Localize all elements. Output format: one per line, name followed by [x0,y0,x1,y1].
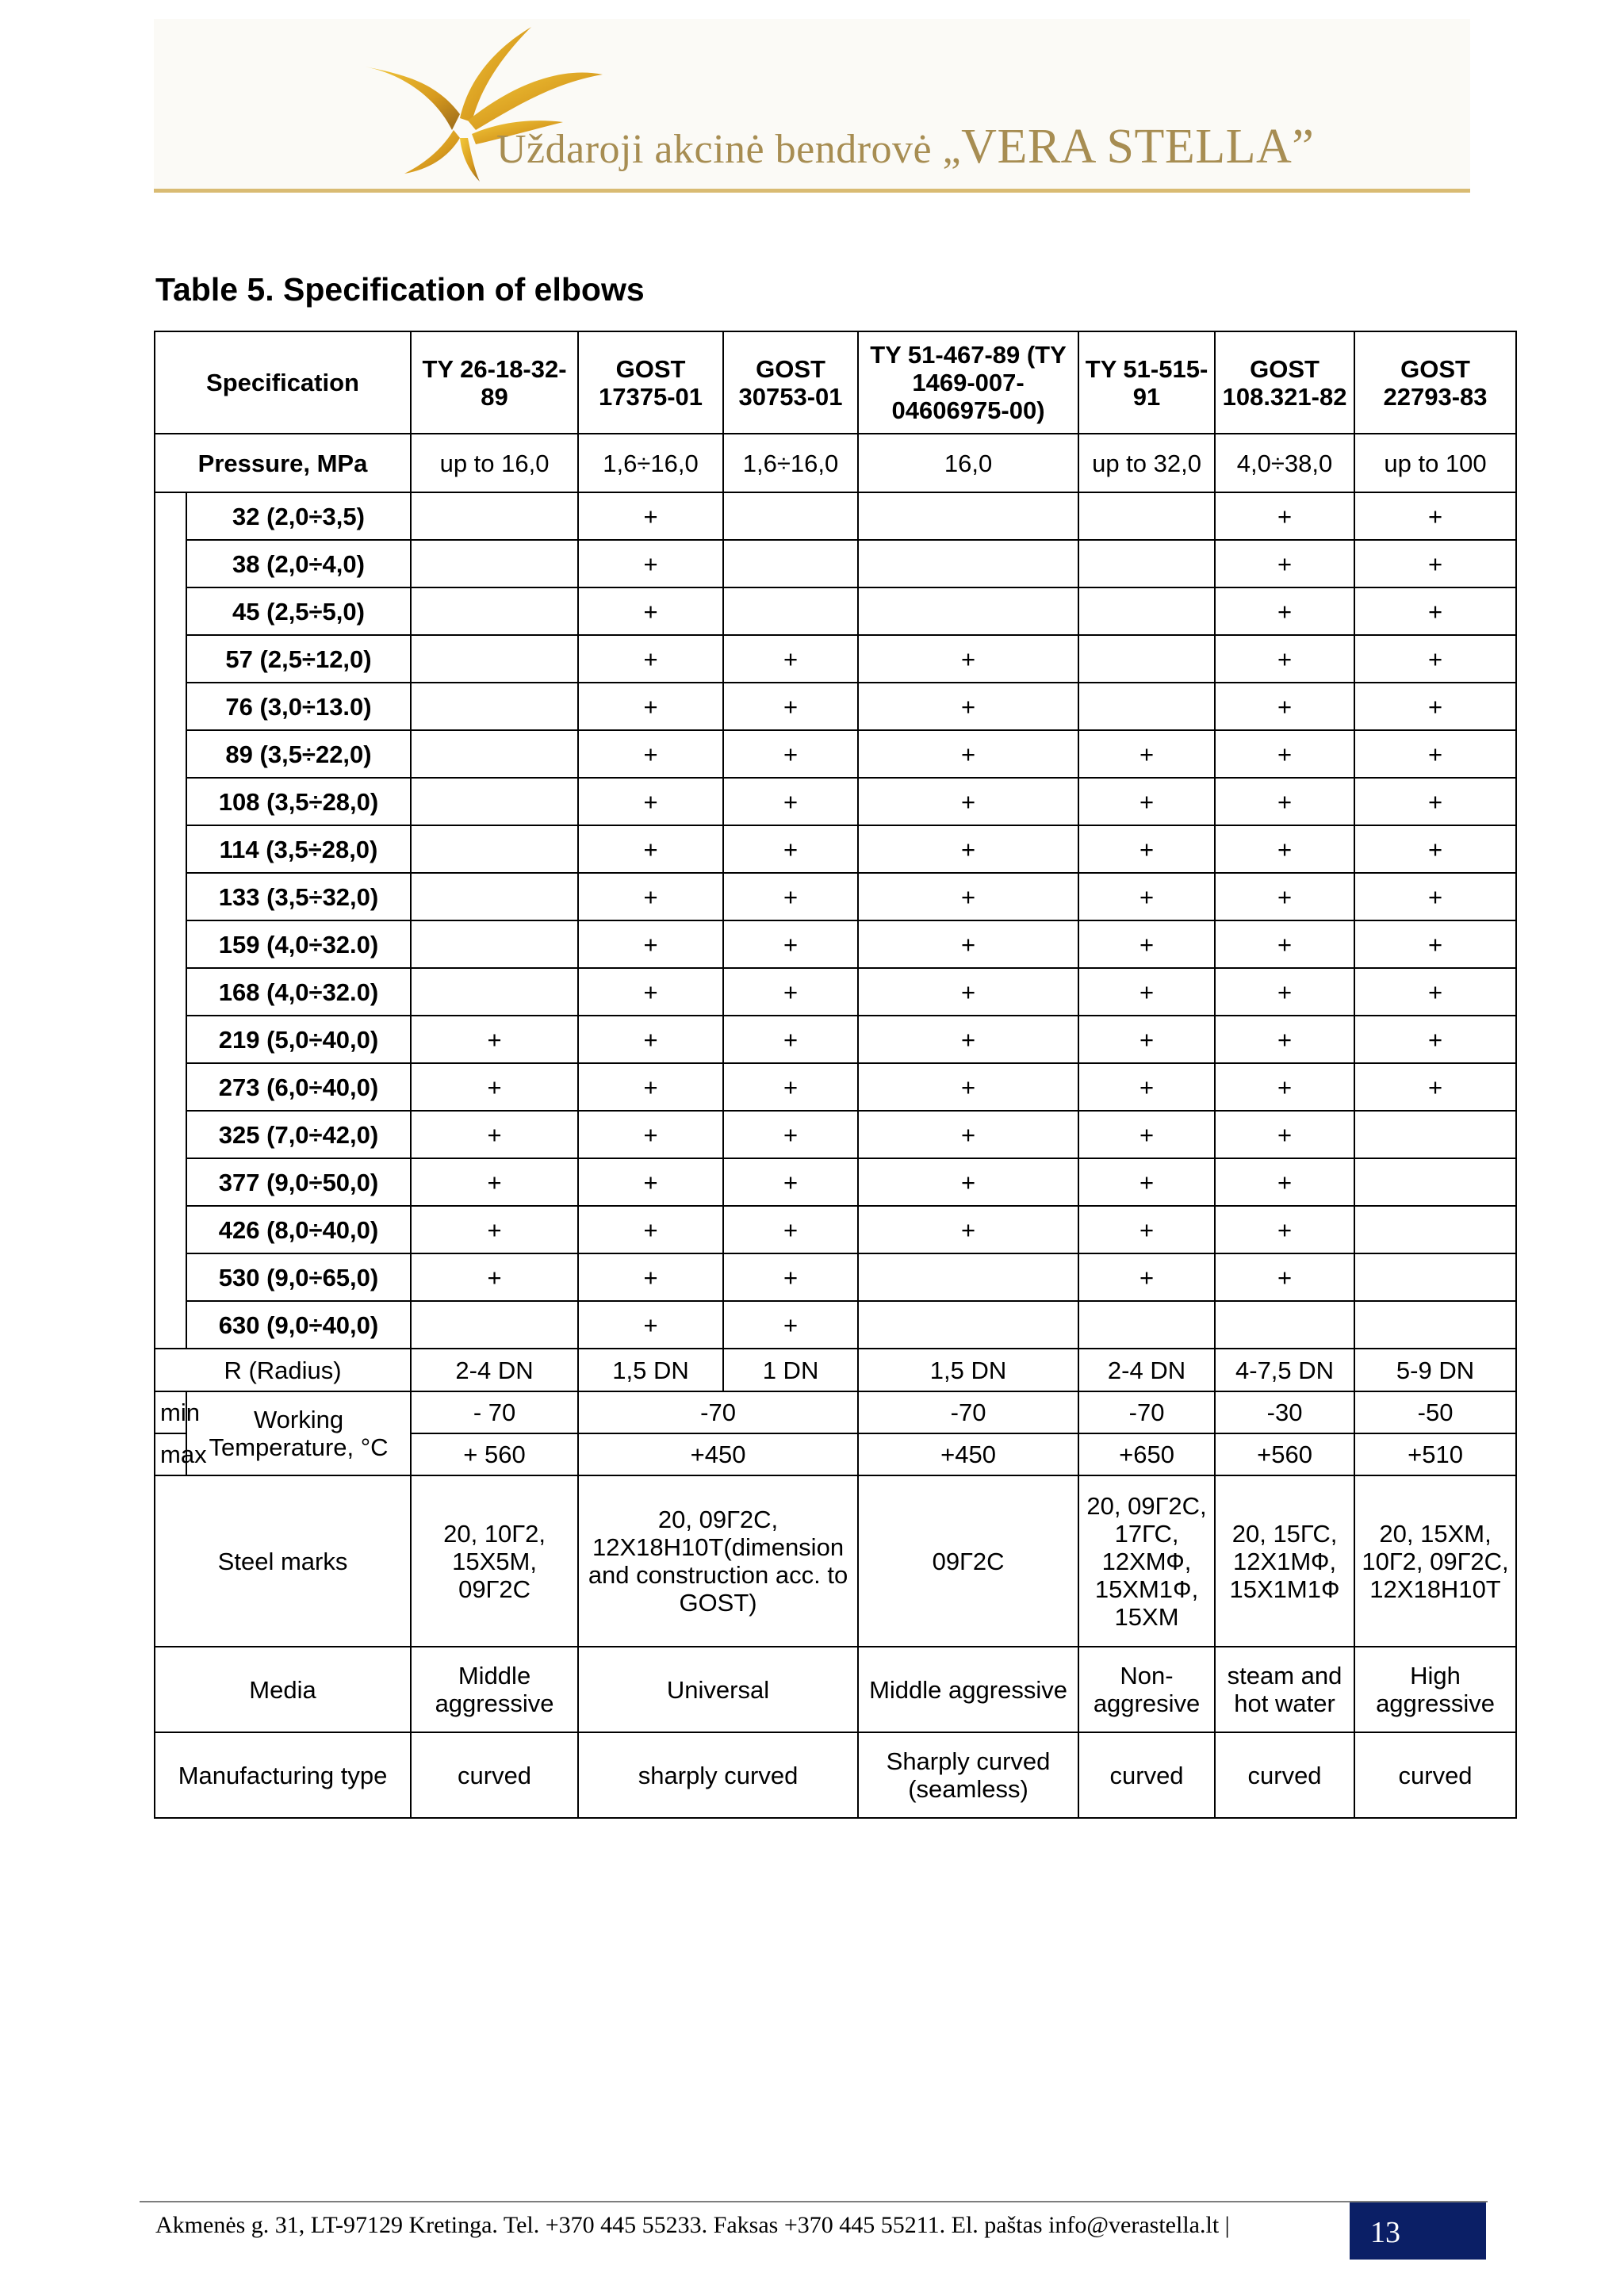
table-cell: + [858,635,1078,683]
table-cell [411,540,578,587]
table-cell: + [578,1111,723,1158]
table-cell: curved [411,1732,578,1818]
table-cell: + [578,1063,723,1111]
table-cell: + [578,635,723,683]
table-cell [411,873,578,920]
table-cell: 4-7,5 DN [1215,1349,1354,1391]
table-cell: + [1354,968,1516,1016]
table-cell: + [858,1158,1078,1206]
table-cell: + [578,587,723,635]
table-cell: + [578,1301,723,1349]
table-cell: + [1354,683,1516,730]
table-cell [723,587,858,635]
table-cell: + [578,968,723,1016]
table-cell: 20, 10Г2, 15Х5М, 09Г2С [411,1475,578,1647]
table-cell: sharply curved [578,1732,858,1818]
table-cell: + [411,1206,578,1253]
indent-cell [155,1206,186,1253]
table-cell: + [1354,730,1516,778]
table-row [155,1253,1516,1301]
indent-cell [155,873,186,920]
table-cell: + [723,1206,858,1253]
table-cell: 5-9 DN [1354,1349,1516,1391]
table-row [155,873,1516,920]
table-cell: -70 [858,1391,1078,1433]
table-cell: Middle aggressive [858,1647,1078,1732]
table-cell: + [1354,1016,1516,1063]
table-cell: +510 [1354,1433,1516,1475]
table-cell [1078,1301,1215,1349]
table-cell: + [858,920,1078,968]
diameter-label: 57 (2,5÷12,0) [186,635,411,683]
table-cell: + [1354,825,1516,873]
table-cell: 2-4 DN [411,1349,578,1391]
table-cell: up to 32,0 [1078,434,1215,492]
table-cell: 20, 09Г2С, 17ГС, 12ХМФ, 15ХМ1Ф, 15ХМ [1078,1475,1215,1647]
table-cell: + [723,778,858,825]
table-cell: up to 16,0 [411,434,578,492]
table-cell [1078,635,1215,683]
diameter-label: 630 (9,0÷40,0) [186,1301,411,1349]
table-row [155,730,1516,778]
diameter-label: 377 (9,0÷50,0) [186,1158,411,1206]
table-cell: + [1215,1111,1354,1158]
table-cell: + [1354,587,1516,635]
table-cell: + [578,540,723,587]
temperature-label: Working Temperature, °C [186,1391,411,1475]
diameter-label: 38 (2,0÷4,0) [186,540,411,587]
table-cell: + [411,1063,578,1111]
table-cell: - 70 [411,1391,578,1433]
table-row [155,1111,1516,1158]
table-row [155,825,1516,873]
manufacturing-row [155,1732,1516,1818]
diameter-label: 325 (7,0÷42,0) [186,1111,411,1158]
table-cell: + [411,1111,578,1158]
table-cell: + [578,825,723,873]
diameter-label: 133 (3,5÷32,0) [186,873,411,920]
table-cell [858,587,1078,635]
table-cell [1354,1301,1516,1349]
steel-marks-row [155,1475,1516,1647]
table-cell: up to 100 [1354,434,1516,492]
table-cell: + [1078,1111,1215,1158]
table-cell: curved [1354,1732,1516,1818]
table-cell: + [1215,730,1354,778]
table-cell: + [1215,873,1354,920]
table-cell: + [1354,778,1516,825]
table-cell: + 560 [411,1433,578,1475]
column-header: GOST 30753-01 [723,331,858,434]
table-cell [411,825,578,873]
table-cell: -50 [1354,1391,1516,1433]
table-cell: curved [1078,1732,1215,1818]
table-cell: + [1354,492,1516,540]
table-cell: + [858,968,1078,1016]
table-cell: + [723,1301,858,1349]
row-label: Steel marks [155,1475,411,1647]
indent-cell [155,635,186,683]
table-cell: + [1215,778,1354,825]
table-cell [1354,1111,1516,1158]
table-row [155,587,1516,635]
indent-cell [155,1111,186,1158]
table-cell: 1,6÷16,0 [578,434,723,492]
table-cell [411,778,578,825]
indent-cell [155,1158,186,1206]
column-header: GOST 108.321-82 [1215,331,1354,434]
table-cell: + [578,920,723,968]
table-cell: + [858,873,1078,920]
table-cell: + [858,730,1078,778]
table-cell [411,968,578,1016]
diameter-label: 168 (4,0÷32.0) [186,968,411,1016]
indent-cell [155,968,186,1016]
indent-cell [155,1301,186,1349]
table-cell [1078,683,1215,730]
table-cell: + [411,1016,578,1063]
row-label: Manufacturing type [155,1732,411,1818]
row-label: Pressure, MPa [155,434,411,492]
table-cell: + [578,873,723,920]
table-cell [411,730,578,778]
table-cell: + [723,920,858,968]
column-header: GOST 17375-01 [578,331,723,434]
table-cell: + [723,1016,858,1063]
table-cell [858,1301,1078,1349]
table-cell [411,1301,578,1349]
table-row [155,968,1516,1016]
table-cell: + [858,1016,1078,1063]
indent-cell [155,730,186,778]
diameter-label: 76 (3,0÷13.0) [186,683,411,730]
table-cell: -30 [1215,1391,1354,1433]
table-cell: + [858,1206,1078,1253]
row-label: Media [155,1647,411,1732]
table-cell: 4,0÷38,0 [1215,434,1354,492]
table-cell [411,492,578,540]
diameter-label: 530 (9,0÷65,0) [186,1253,411,1301]
table-cell: + [1215,825,1354,873]
table-cell: + [858,1111,1078,1158]
table-cell: + [578,492,723,540]
radius-row [155,1349,1516,1391]
table-cell [858,492,1078,540]
table-cell: + [858,825,1078,873]
table-cell [411,587,578,635]
table-cell: + [723,730,858,778]
diameter-label: 45 (2,5÷5,0) [186,587,411,635]
table-cell: + [723,873,858,920]
table-cell: + [1078,825,1215,873]
table-cell: + [578,778,723,825]
table-row [155,1206,1516,1253]
table-row [155,492,1516,540]
table-cell: + [858,683,1078,730]
table-cell: High aggressive [1354,1647,1516,1732]
table-cell: + [1078,873,1215,920]
table-cell: + [723,635,858,683]
diameter-label: 273 (6,0÷40,0) [186,1063,411,1111]
table-cell [858,540,1078,587]
table-cell: + [1215,540,1354,587]
company-name: Uždaroji akcinė bendrovė „VERA STELLA” [496,120,1315,174]
page-number-box [1350,2202,1486,2260]
table-cell: + [1215,492,1354,540]
table-cell: 1,6÷16,0 [723,434,858,492]
table-cell: -70 [1078,1391,1215,1433]
table-row [155,540,1516,587]
table-cell: curved [1215,1732,1354,1818]
table-cell: + [1078,778,1215,825]
table-cell: Non-aggresive [1078,1647,1215,1732]
pressure-row [155,434,1516,492]
diameter-label: 159 (4,0÷32.0) [186,920,411,968]
table-cell: 20, 15ГС, 12Х1МФ, 15Х1М1Ф [1215,1475,1354,1647]
table-cell: + [1215,1016,1354,1063]
table-cell: Universal [578,1647,858,1732]
indent-cell [155,587,186,635]
column-header: TY 51-515-91 [1078,331,1215,434]
table-cell [1354,1158,1516,1206]
table-cell: 09Г2С [858,1475,1078,1647]
table-row [155,1301,1516,1349]
table-cell: + [1078,968,1215,1016]
min-label: min [155,1391,186,1433]
indent-cell [155,492,186,540]
table-cell: +450 [858,1433,1078,1475]
diameter-label: 219 (5,0÷40,0) [186,1016,411,1063]
table-row [155,1016,1516,1063]
table-cell: +450 [578,1433,858,1475]
spec-header-cell: Specification [155,331,411,434]
indent-cell [155,1016,186,1063]
table-cell: + [1078,1253,1215,1301]
media-row [155,1647,1516,1732]
table-cell: + [1354,873,1516,920]
table-cell: + [578,1016,723,1063]
table-cell: 16,0 [858,434,1078,492]
max-label: max [155,1433,186,1475]
table-cell [858,1253,1078,1301]
table-cell: + [723,825,858,873]
indent-cell [155,920,186,968]
elbow-specification-table [154,331,1517,1819]
table-cell [411,683,578,730]
table-row [155,635,1516,683]
table-cell: + [578,1253,723,1301]
table-cell: + [723,1063,858,1111]
table-cell [1215,1301,1354,1349]
table-row [155,920,1516,968]
indent-cell [155,1063,186,1111]
table-cell [411,635,578,683]
indent-cell [155,825,186,873]
table-cell: + [578,1206,723,1253]
table-cell [1078,540,1215,587]
table-cell: + [1078,1016,1215,1063]
table-row [155,778,1516,825]
table-cell: + [578,683,723,730]
table-cell: + [858,1063,1078,1111]
table-cell: + [1354,635,1516,683]
temperature-min-row [155,1391,1516,1433]
diameter-label: 89 (3,5÷22,0) [186,730,411,778]
indent-cell [155,1253,186,1301]
indent-cell [155,540,186,587]
table-cell: + [1215,920,1354,968]
table-cell [1354,1206,1516,1253]
table-cell: + [1078,1158,1215,1206]
table-cell: 20, 15ХМ, 10Г2, 09Г2С, 12Х18Н10Т [1354,1475,1516,1647]
page-title: Table 5. Specification of elbows [155,271,645,308]
indent-cell [155,778,186,825]
table-cell: +650 [1078,1433,1215,1475]
column-header: TY 26-18-32-89 [411,331,578,434]
table-cell: steam and hot water [1215,1647,1354,1732]
table-cell: + [1215,683,1354,730]
footer-divider [140,2201,1488,2202]
table-row [155,1158,1516,1206]
table-cell: + [578,1158,723,1206]
table-cell: + [1215,635,1354,683]
diameter-label: 108 (3,5÷28,0) [186,778,411,825]
letterhead [154,19,1470,193]
table-header-row [155,331,1516,434]
table-cell: 1,5 DN [578,1349,723,1391]
diameter-label: 426 (8,0÷40,0) [186,1206,411,1253]
page-number: 13 [1370,2216,1400,2249]
table-cell: + [1078,1206,1215,1253]
footer-contact: Akmenės g. 31, LT-97129 Kretinga. Tel. +370 445 55233. Faksas +370 445 55211. El. paštas info@verastella.lt | [155,2212,1230,2238]
indent-cell [155,683,186,730]
table-cell: + [723,683,858,730]
table-cell: + [1215,1158,1354,1206]
table-cell: 2-4 DN [1078,1349,1215,1391]
table-cell: + [723,1253,858,1301]
table-cell: 1,5 DN [858,1349,1078,1391]
table-cell [1078,587,1215,635]
table-cell: + [858,778,1078,825]
table-cell: 1 DN [723,1349,858,1391]
diameter-label: 32 (2,0÷3,5) [186,492,411,540]
table-cell: + [1354,920,1516,968]
table-row [155,1063,1516,1111]
table-cell: 20, 09Г2С, 12Х18Н10Т(dimension and construction acc. to GOST) [578,1475,858,1647]
table-cell: + [1215,587,1354,635]
table-cell: + [723,1111,858,1158]
table-cell: + [578,730,723,778]
table-cell: + [1078,730,1215,778]
table-cell: + [1215,968,1354,1016]
table-cell: + [1078,1063,1215,1111]
table-cell [1354,1253,1516,1301]
column-header: GOST 22793-83 [1354,331,1516,434]
table-cell: + [1215,1206,1354,1253]
table-cell: Sharply curved (seamless) [858,1732,1078,1818]
table-cell [723,540,858,587]
table-cell: + [1078,920,1215,968]
table-cell: + [1215,1063,1354,1111]
diameter-label: 114 (3,5÷28,0) [186,825,411,873]
table-cell: + [723,968,858,1016]
column-header: TY 51-467-89 (TY 1469-007-04606975-00) [858,331,1078,434]
table-cell [411,920,578,968]
table-cell: -70 [578,1391,858,1433]
table-cell: + [411,1253,578,1301]
table-cell: + [723,1158,858,1206]
table-cell: + [1354,1063,1516,1111]
table-cell: + [411,1158,578,1206]
table-cell: Middle aggressive [411,1647,578,1732]
table-cell: + [1215,1253,1354,1301]
table-cell: + [1354,540,1516,587]
row-label: R (Radius) [155,1349,411,1391]
table-cell [1078,492,1215,540]
table-cell [723,492,858,540]
table-row [155,683,1516,730]
table-cell: +560 [1215,1433,1354,1475]
